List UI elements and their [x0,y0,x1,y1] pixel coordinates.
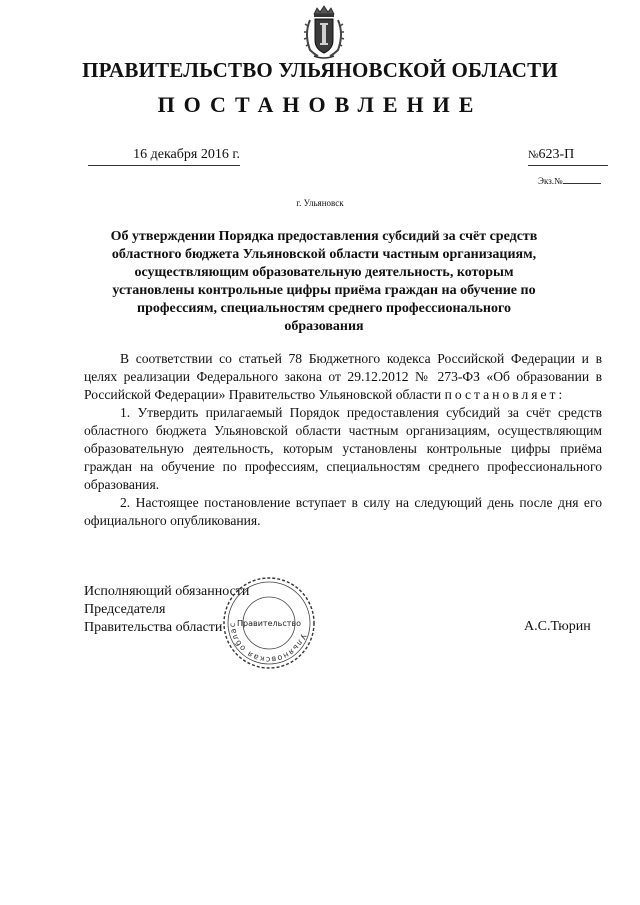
signatory-name: А.С.Тюрин [524,619,591,634]
document-type: ПОСТАНОВЛЕНИЕ [157,92,483,117]
copy-line [563,183,601,184]
preamble-text: В соответствии со статьей 78 Бюджетного кодекса Российской Федерации и в целях реализации Федерального закона от 29.12.2012 № 273-ФЗ «Об образовании в Российской Федерации» Правительство Ульяновской области [84,351,602,402]
government-title: ПРАВИТЕЛЬСТВО УЛЬЯНОВСКОЙ ОБЛАСТИ [82,58,558,82]
document-body [84,350,602,530]
svg-text:Ульяновская область: Ульяновская облас [227,621,308,665]
paragraph-item-1: 1. Утвердить прилагаемый Порядок предоставления субсидий за счёт средств областного бюджета Ульяновской области частным организациям, осуществляющим образовательную деятельность, которым установлены контрольные цифры приёма граждан на обучение по профессиям, специальностям среднего профессионального образования. [84,405,602,492]
signatory-line-3: Правительства области [84,620,223,635]
document-date: 16 декабря 2016 г. [88,147,240,166]
paragraph-item-2: 2. Настоящее постановление вступает в силу на следующий день после дня его официального опубликования. [84,495,602,528]
copy-label: Экз.№ [538,176,563,186]
city: г. Ульяновск [296,198,344,208]
signatory-line-2: Председателя [84,602,166,617]
svg-text:Правительство: Правительство [237,619,301,628]
official-seal [221,575,317,671]
number-value: 623-П [538,147,575,162]
resolves-word: постановляет: [444,387,566,402]
number-sign: № [528,149,539,161]
document-subject: Об утверждении Порядка предоставления субсидий за счёт средств областного бюджета Ульяновской области частным организациям, осуществляющим образовательную деятельность, которым установлены контрольные цифры приёма граждан на обучение по профессиям, специальностям среднего профессионального образования [110,229,538,334]
coat-of-arms-icon [300,4,348,60]
paragraph-preamble [84,350,602,404]
signatory-line-1: Исполняющий обязанности [84,584,250,599]
copy-number [538,176,601,186]
document-number [528,147,608,166]
